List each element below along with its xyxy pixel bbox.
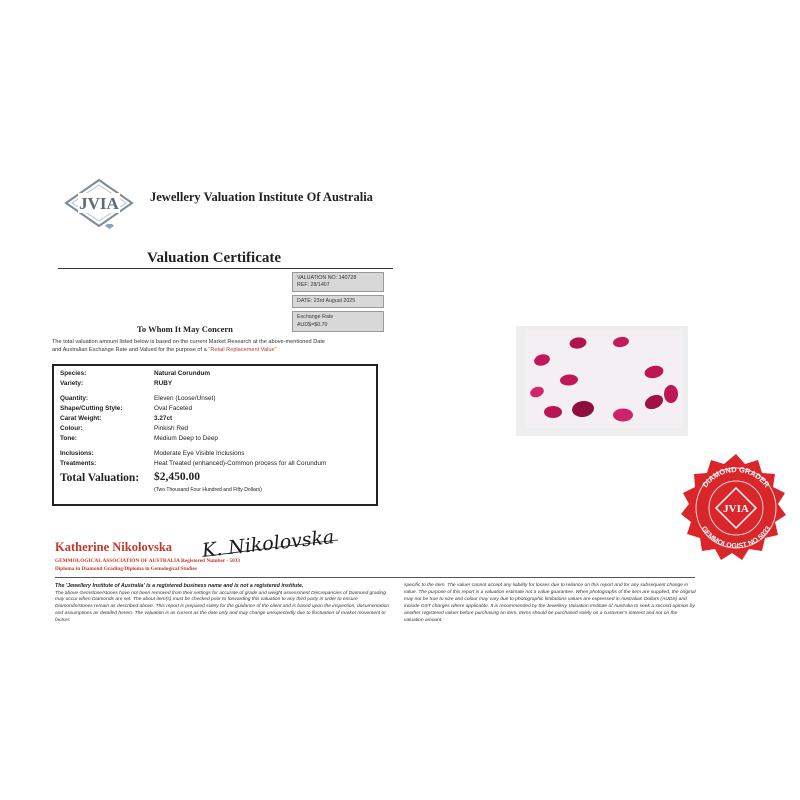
detail-label: Tone: bbox=[60, 435, 77, 442]
diamond-icon bbox=[105, 224, 114, 229]
valuation-purpose: "Retail Replacement Value" bbox=[208, 347, 277, 354]
total-valuation-value: $2,450.00 bbox=[154, 471, 200, 483]
detail-label: Treatments: bbox=[60, 460, 97, 467]
signer-credentials bbox=[55, 557, 240, 573]
detail-label: Shape/Cutting Style: bbox=[60, 405, 123, 412]
credential-association: GEMMOLOGICAL ASSOCIATION OF AUSTRALIA Registered Number - 5033 bbox=[55, 558, 241, 564]
detail-value: 3.27ct bbox=[154, 415, 173, 422]
jvia-logo bbox=[62, 178, 136, 230]
detail-label: Colour: bbox=[60, 425, 83, 432]
disclaimer-right: specific to the item. The valuer cannot accept any liability for losses due to reliance on this report and for any subsequent change in value. The purpose of this report is a valuation estimate not a value guarantee. When photographs of the item are supplied, the original may not be true to size and colour may vary due to photographic limitations values are expressed in Australian Dollars (AUDS) and include GST charges where applicable. It is recommended by the Jewellery Valuation Institute of Australia to seek a second opinion by another registered valuer before purchasing an item. Items should be purchased solely on a customer's interest and not on the valuation amount. bbox=[404, 583, 696, 623]
detail-label: Carat Weight: bbox=[60, 415, 102, 422]
reference-code: REF: 28/1407 bbox=[297, 282, 330, 289]
stamp-top-text: DIAMOND GRADER bbox=[700, 464, 772, 490]
intro-text bbox=[52, 338, 402, 355]
disclaimer-left-body: The above Gemstone/stones have not been removed from their settings for accurate of grade and weight assessment Discrepancies of Diamond grading may occur when Diamonds are set. The about item(s) must be checked prior to forwarding this valuation to any third party in order to ensure Diamonds/stones remain as described above. This report is prepared solely for the guidance of the client and is based upon the inspection, documentation and assumptions as detailed herein. The valuation is as current as the date only and may change unexpectedly due to fluctuation of market movement or factors bbox=[55, 590, 390, 624]
detail-value: Medium Deep to Deep bbox=[154, 435, 218, 442]
intro-line-2: and Australian Exchange Rate and Valued for the purpose of a bbox=[52, 347, 209, 354]
total-valuation-words: (Two Thousand Four Hundred and Fifty Dollars) bbox=[154, 487, 262, 493]
signature bbox=[198, 522, 348, 562]
detail-value: Eleven (Loose/Unset) bbox=[154, 395, 216, 402]
ruby-gems-photo bbox=[526, 330, 682, 428]
disclaimer-left bbox=[55, 583, 390, 625]
exchange-rate-value: AUD$=$0.70 bbox=[297, 321, 328, 328]
disclaimer-lead: The 'Jewellery Institute of Australia' is a registered business name and is not a registered institute. bbox=[55, 583, 304, 589]
credential-diploma: Diploma in Diamond Grading/Diploma in Gemological Studies bbox=[55, 566, 197, 573]
detail-label: Quantity: bbox=[60, 395, 89, 402]
organization-name: Jewellery Valuation Institute Of Australia bbox=[150, 190, 373, 204]
valuation-number: VALUATION NO: 140728 bbox=[297, 275, 357, 281]
exchange-rate-label: Exchange Rate bbox=[297, 314, 334, 321]
title-divider bbox=[58, 268, 393, 269]
detail-value: Pinkish Red bbox=[154, 425, 189, 432]
detail-value: Oval Faceted bbox=[154, 405, 193, 412]
intro-line-1: The total valuation amount listed below is based on the current Market Research at the above-mentioned Date bbox=[52, 339, 326, 345]
signer-name: Katherine Nikolovska bbox=[55, 540, 173, 554]
detail-value: Heat Treated (enhanced)-Common process for all Corundum bbox=[154, 460, 327, 467]
footer-divider bbox=[55, 577, 695, 578]
reference-date: DATE: 23rd August 2025 bbox=[292, 295, 384, 308]
certificate-title: Valuation Certificate bbox=[147, 250, 282, 266]
exchange-rate bbox=[292, 311, 384, 331]
total-valuation-label: Total Valuation: bbox=[60, 472, 140, 484]
stamp-bottom-text: GEMMOLOGIST NO 5033 bbox=[699, 525, 773, 551]
detail-value: Natural Corundum bbox=[154, 370, 211, 377]
gem-details-box bbox=[52, 364, 378, 506]
detail-label: Variety: bbox=[60, 380, 84, 387]
reference-box bbox=[292, 272, 384, 335]
detail-label: Inclusions: bbox=[60, 450, 94, 457]
greeting: To Whom It May Concern bbox=[137, 324, 233, 334]
detail-value: Moderate Eye Visible Inclusions bbox=[154, 450, 245, 457]
detail-value: RUBY bbox=[154, 380, 173, 387]
stamp-center-text: JVIA bbox=[723, 503, 749, 515]
logo-text: JVIA bbox=[79, 194, 119, 213]
reference-numbers bbox=[292, 272, 384, 292]
signature-text: K. Nikolovska bbox=[201, 526, 336, 562]
gemmologist-stamp bbox=[680, 452, 792, 564]
detail-label: Species: bbox=[60, 370, 87, 377]
